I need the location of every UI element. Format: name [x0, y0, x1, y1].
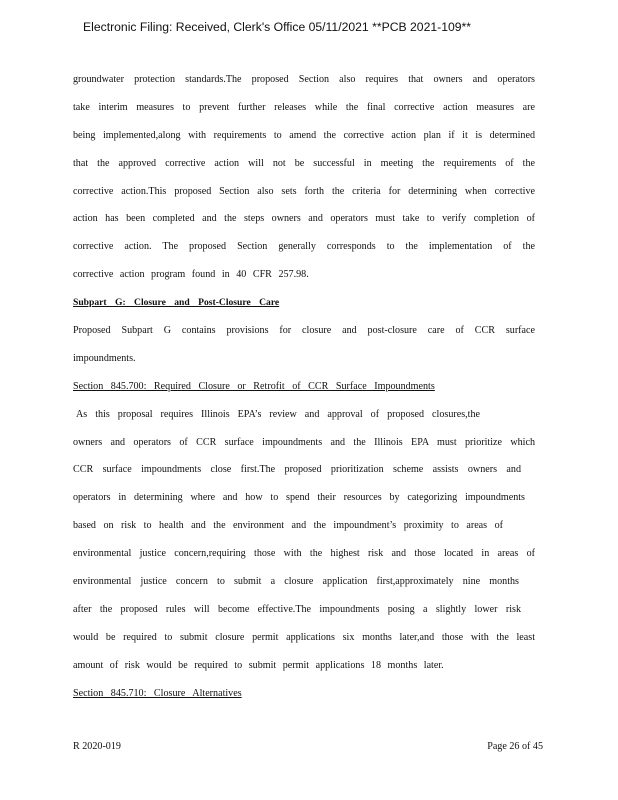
body-line: corrective action. The proposed Section generally corresponds to the implementation of the	[73, 241, 535, 253]
filing-stamp: Electronic Filing: Received, Clerk's Office 05/11/2021 **PCB 2021-109**	[83, 20, 472, 34]
body-line: operators in determining where and how to spend their resources by categorizing impoundments	[73, 492, 525, 504]
body-line: would be required to submit closure permit applications six months later,and those with the least	[73, 631, 535, 643]
body-line: based on risk to health and the environment and the impoundment’s proximity to areas of	[73, 520, 503, 532]
body-line: Proposed Subpart G contains provisions for closure and post-closure care of CCR surface	[73, 325, 535, 337]
body-line: impoundments.	[73, 352, 136, 364]
section-845-700-heading: Section 845.700: Required Closure or Retrofit of CCR Surface Impoundments	[73, 380, 435, 392]
body-line: amount of risk would be required to submit permit applications 18 months later.	[73, 659, 444, 671]
body-line: groundwater protection standards.The proposed Section also requires that owners and operators	[73, 74, 535, 85]
body-line: that the approved corrective action will not be successful in meeting the requirements of the	[73, 157, 535, 169]
page-number: Page 26 of 45	[487, 741, 543, 752]
body-line: environmental justice concern to submit a closure application first,approximately nine months	[73, 576, 519, 588]
page-body	[73, 72, 535, 713]
body-line: owners and operators of CCR surface impoundments and the Illinois EPA must prioritize which	[73, 436, 535, 448]
section-845-710-heading: Section 845.710: Closure Alternatives	[73, 687, 242, 699]
body-line: corrective action program found in 40 CFR 257.98.	[73, 269, 309, 281]
body-line: action has been completed and the steps owners and operators must take to verify completion of	[73, 213, 535, 225]
docket-number: R 2020-019	[73, 741, 121, 752]
body-line: after the proposed rules will become effective.The impoundments posing a slightly lower risk	[73, 603, 521, 615]
subpart-g-heading: Subpart G: Closure and Post-Closure Care	[73, 297, 280, 309]
body-line: As this proposal requires Illinois EPA’s review and approval of proposed closures,the	[76, 408, 480, 420]
body-line: CCR surface impoundments close first.The proposed prioritization scheme assists owners and	[73, 464, 521, 476]
body-line: corrective action.This proposed Section also sets forth the criteria for determining when corrective	[73, 185, 535, 197]
body-line: being implemented,along with requirements to amend the corrective action plan if it is determined	[73, 129, 535, 141]
body-line: take interim measures to prevent further releases while the final corrective action measures are	[73, 101, 535, 113]
body-line: environmental justice concern,requiring those with the highest risk and those located in areas of	[73, 548, 535, 560]
